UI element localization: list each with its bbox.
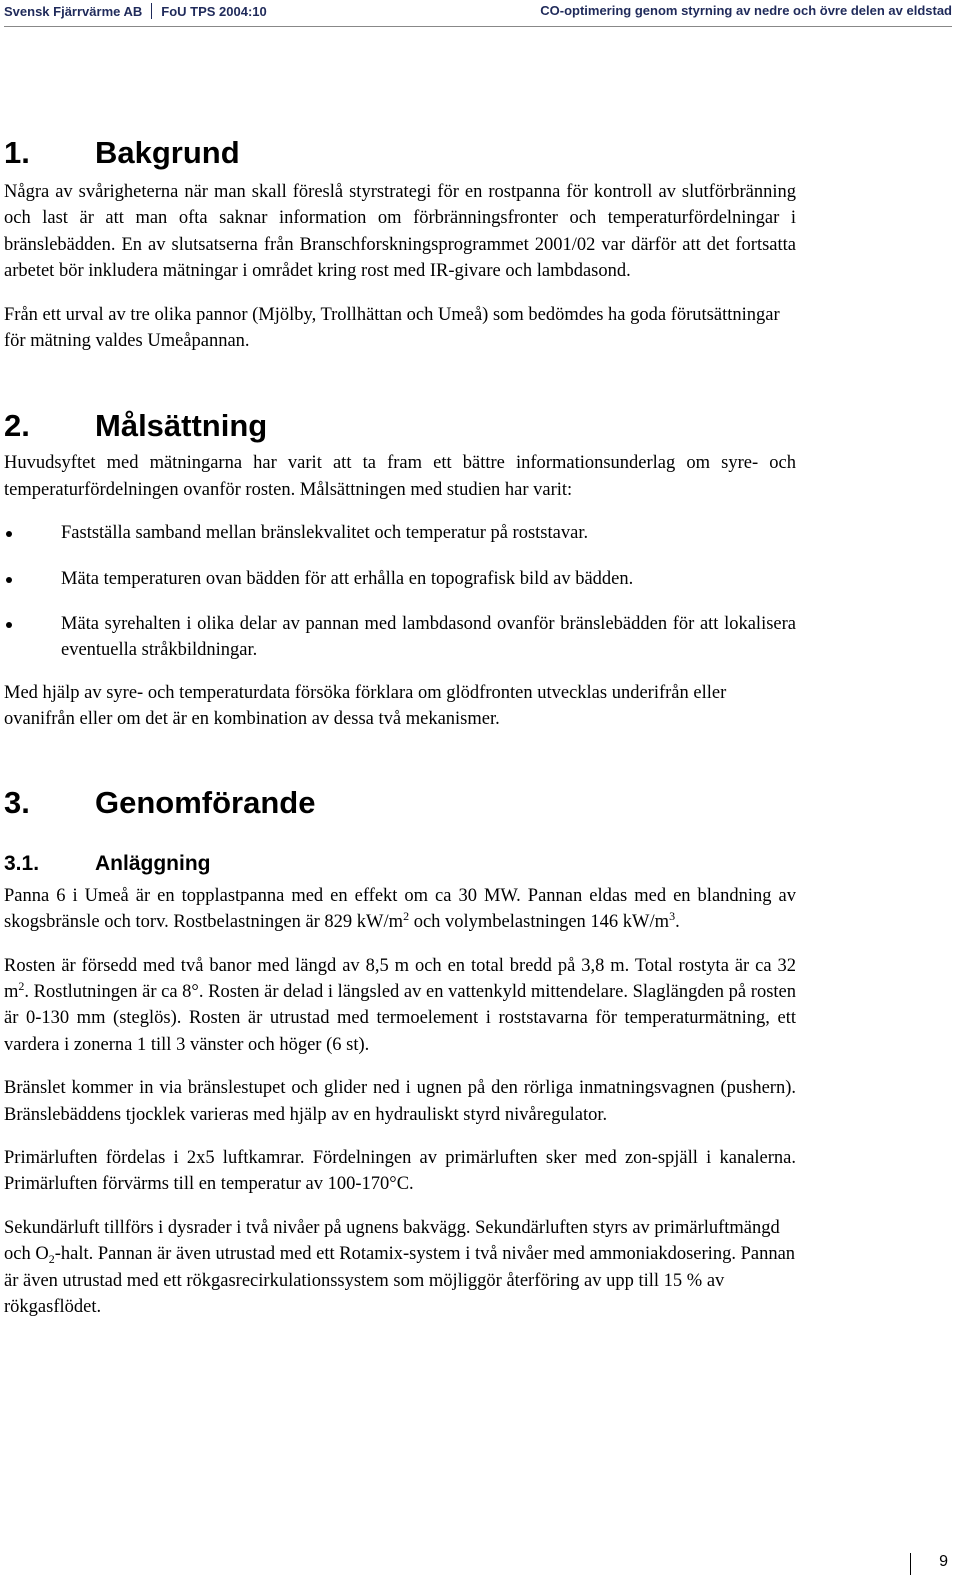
- page-number-bar: [910, 1553, 911, 1575]
- section-1-paragraph-2: Från ett urval av tre olika pannor (Mjölby, Trollhättan och Umeå) som bedömdes ha goda förutsättningar för mätning valdes Umeåpannan.: [4, 304, 780, 352]
- document-body: [4, 131, 796, 1320]
- bullet-item: [4, 520, 796, 546]
- bullet-text: Mäta syrehalten i olika delar av pannan med lambdasond ovanför bränslebädden för att lokalisera eventuella stråkbildningar.: [61, 614, 796, 661]
- page-header: [4, 3, 952, 23]
- header-left: [4, 3, 267, 19]
- section-2-paragraph-1: Huvudsyftet med mätningarna har varit att ta fram ett bättre informationsunderlag om syre- och temperaturfördelningen ovanför rosten. Målsättningen med studien har varit:: [4, 453, 796, 500]
- subsection-3-1-title: Anläggning: [95, 851, 211, 875]
- bullet-text: Mäta temperaturen ovan bädden för att erhålla en topografisk bild av bädden.: [61, 568, 634, 589]
- section-2-paragraph-2: Med hjälp av syre- och temperaturdata försöka förklara om glödfronten utvecklas underifrån eller ovanifrån eller om det är en kombination av dessa två mekanismer.: [4, 682, 727, 730]
- header-separator: [151, 3, 152, 19]
- subsection-3-1-heading: [4, 849, 796, 879]
- subsection-3-1-paragraph-1: [4, 883, 796, 936]
- text-run: och volymbelastningen 146 kW/m: [409, 912, 670, 933]
- section-2-number: 2.: [4, 408, 30, 444]
- section-2-heading: [4, 404, 796, 448]
- text-run: Sekundärluft tillförs i dysrader i två nivåer på ugnens bakvägg. Sekundärluften styrs av primärluftmängd och O: [4, 1217, 780, 1265]
- subsection-3-1-paragraph-3: Bränslet kommer in via bränslestupet och glider ned i ugnen på den rörliga inmatningsvagnen (pushern). Bränslebäddens tjocklek varieras med hjälp av en hydrauliskt styrd nivåregulator.: [4, 1078, 796, 1125]
- bullet-dot: [6, 577, 12, 583]
- text-run: . Rostlutningen är ca 8°. Rosten är delad i längsled av en vattenkyld mittendelare. Slaglängden på rosten är 0-130 mm (steglös). Rosten är utrustad med termoelement i roststavarna för temperaturmätning, ett vardera i zonerna 1 till 3 vänster och höger (6 st).: [4, 981, 796, 1055]
- section-2-bullet-list: [4, 520, 796, 664]
- section-1-number: 1.: [4, 135, 30, 170]
- subscript: 2: [48, 1252, 55, 1267]
- text-run: -halt. Pannan är även utrustad med ett Rotamix-system i två nivåer med ammoniakdosering. Pannan är även utrustad med ett rökgasrecirkulationssystem som möjliggör återföring av upp till 15 % av rökgasflödet.: [4, 1244, 796, 1317]
- superscript: 2: [403, 909, 410, 924]
- bullet-text: Fastställa samband mellan bränslekvalitet och temperatur på roststavar.: [61, 523, 589, 544]
- section-1-paragraph-1: Några av svårigheterna när man skall föreslå styrstrategi för en rostpanna för kontroll av slutförbränning och last är att man ofta saknar information om förbränningsfronter och temperaturfördelningar i bränslebädden. En av slutsatserna från Branschforskningsprogrammet 2001/02 var därför att det fortsatta arbetet bör inkludera mätningar i området kring rost med IR-givare och lambdasond.: [4, 182, 796, 282]
- header-title: CO-optimering genom styrning av nedre och övre delen av eldstad: [540, 3, 952, 18]
- bullet-item: [4, 611, 796, 664]
- text-run: .: [675, 912, 680, 933]
- bullet-dot: [6, 531, 12, 537]
- header-rule: [4, 26, 952, 27]
- text-run: Panna 6 i Umeå är en topplastpanna med en effekt om ca 30 MW. Pannan eldas med en blandning av skogsbränsle och torv. Rostbelastningen är 829 kW/m: [4, 885, 796, 933]
- section-1-title: Bakgrund: [95, 135, 240, 170]
- bullet-dot: [6, 622, 12, 628]
- section-2-title: Målsättning: [95, 408, 268, 444]
- header-org: Svensk Fjärrvärme AB: [4, 4, 143, 19]
- header-report-id: FoU TPS 2004:10: [161, 4, 267, 19]
- text-run: Rosten är försedd med två banor med längd av 8,5 m och en total bredd på 3,8 m. Total rostyta är ca 32 m: [4, 955, 796, 1002]
- superscript: 2: [18, 978, 25, 993]
- subsection-3-1-number: 3.1.: [4, 851, 40, 875]
- page-number-text: 9: [939, 1553, 948, 1570]
- section-3-heading: [4, 781, 796, 825]
- bullet-item: [4, 566, 796, 592]
- subsection-3-1-paragraph-4: Primärluften fördelas i 2x5 luftkamrar. Fördelningen av primärluften sker med zon-spjäll i kanalerna. Primärluften förvärms till en temperatur av 100-170°C.: [4, 1147, 796, 1195]
- superscript: 3: [669, 909, 676, 924]
- subsection-3-1-paragraph-5: [4, 1215, 796, 1321]
- section-1-heading: [4, 131, 796, 175]
- section-3-title: Genomförande: [95, 784, 316, 820]
- subsection-3-1-paragraph-2: [4, 953, 796, 1059]
- section-3-number: 3.: [4, 784, 30, 820]
- page-number: [910, 1553, 948, 1575]
